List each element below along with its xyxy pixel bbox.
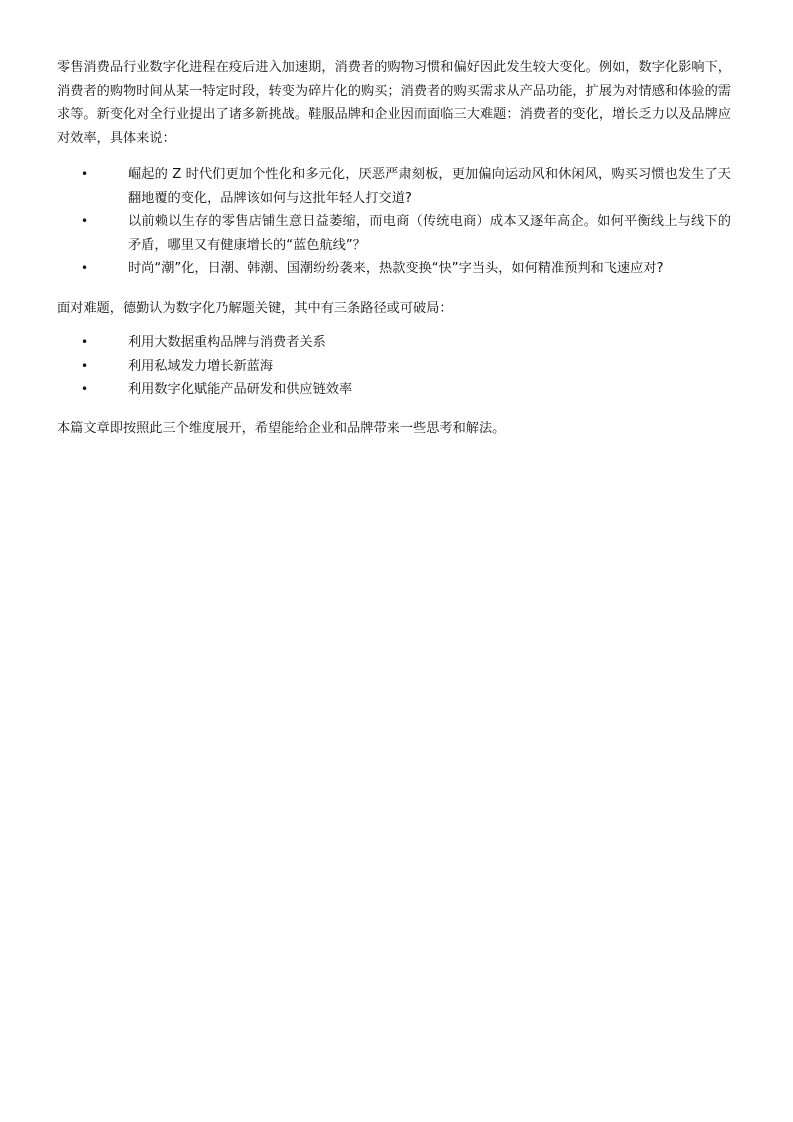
document-body	[57, 56, 731, 440]
challenge-text: 以前赖以生存的零售店铺生意日益萎缩，而电商（传统电商）成本又逐年高企。如何平衡线上与线下的矛盾，哪里又有健康增长的“蓝色航线”？	[128, 214, 731, 253]
bullet-icon: •	[81, 261, 89, 275]
list-item-path-3	[57, 378, 731, 402]
list-item-challenge-3	[57, 257, 731, 281]
path-text: 利用私域发力增长新蓝海	[128, 358, 274, 374]
challenge-text: 崛起的 Z 时代们更加个性化和多元化，厌恶严肃刻板，更加偏向运动风和休闲风，购买习惯也发生了天翻地覆的变化，品牌该如何与这批年轻人打交道?	[128, 167, 731, 206]
bullet-icon: •	[81, 382, 89, 396]
bullet-icon: •	[81, 358, 89, 373]
bullet-icon: •	[81, 335, 89, 349]
path-text: 利用数字化赋能产品研发和供应链效率	[128, 382, 353, 397]
closing-paragraph: 本篇文章即按照此三个维度展开，希望能给企业和品牌带来一些思考和解法。	[57, 420, 506, 436]
transition-paragraph: 面对难题，德勤认为数字化乃解题关键，其中有三条路径或可破局：	[57, 300, 453, 316]
intro-paragraph: 零售消费品行业数字化进程在疫后进入加速期，消费者的购物习惯和偏好因此发生较大变化。例如，数字化影响下，消费者的购物时间从某一特定时段，转变为碎片化的购买；消费者的购买需求从产品功能，扩展为对情感和体验的需求等。新变化对全行业提出了诸多新挑战。鞋服品牌和企业因而面临三大难题：消费者的变化，增长乏力以及品牌应对效率，具体来说：	[57, 60, 731, 146]
list-item-challenge-1	[57, 163, 731, 210]
list-item-path-1	[57, 331, 731, 355]
challenge-text: 时尚“潮”化，日潮、韩潮、国潮纷纷袭来，热款变换“快”字当头，如何精准预判和飞速应对?	[128, 261, 664, 276]
list-item-path-2	[57, 355, 731, 379]
path-text: 利用大数据重构品牌与消费者关系	[128, 335, 326, 350]
bullet-icon: •	[81, 167, 89, 181]
bullet-icon: •	[81, 214, 89, 228]
list-item-challenge-2	[57, 210, 731, 257]
challenges-list	[57, 163, 731, 281]
paths-list	[57, 331, 731, 402]
